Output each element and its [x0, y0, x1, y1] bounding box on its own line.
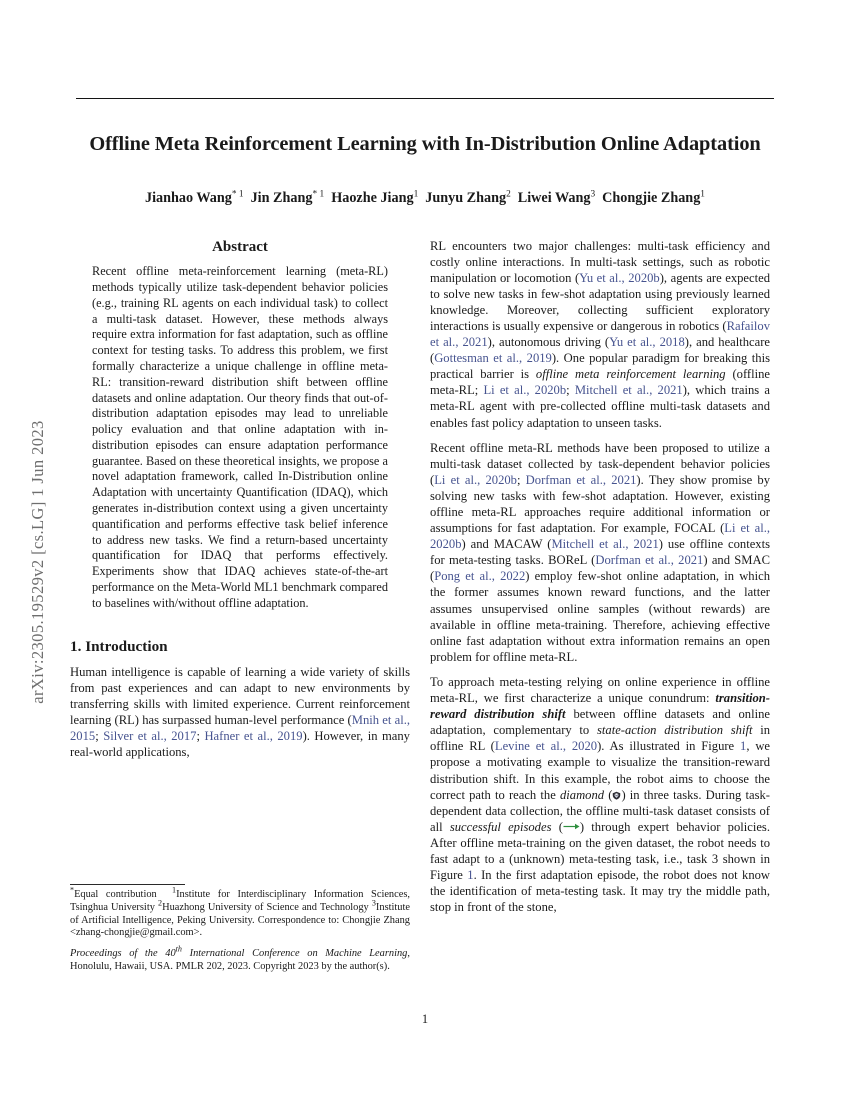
author-4 — [425, 190, 511, 206]
footnote-mark-2: 2 — [158, 898, 163, 908]
footnote-mark-1: 1 — [172, 885, 177, 895]
right-column — [430, 238, 770, 915]
rp1-text-4: ), and healthcare ( — [430, 335, 771, 366]
author-affiliation-mark: * 1 — [231, 189, 244, 200]
rp2-text-6: ) employ few-shot online adaptation, in which the former assumes known reward functions, and the latter assumes unsupervised online samples (without rewards) are available in offline meta-training. Therefore, achieving effective online fast adaptation without extra information remains an open problem for offline meta-RL. — [430, 569, 770, 664]
footnote-divider — [70, 884, 185, 885]
rp3-text-4: ). As illustrated in Figure — [597, 739, 741, 754]
page-title: Offline Meta Reinforcement Learning with In-Distribution Online Adaptation — [89, 132, 761, 155]
footnote-correspondence: Correspondence to: Chongjie Zhang <zhang-chongjie@gmail.com>. — [70, 914, 410, 939]
rp3-text-10: . In the first adaptation episode, the robot does not know the identification of meta-testing task. It may try the middle path, stop in front of the stone, — [430, 867, 771, 914]
proceedings-text-2: International Conference on Machine Learning — [181, 948, 408, 960]
author-6 — [602, 190, 705, 206]
author-name: Jin Zhang — [250, 190, 313, 206]
abstract-heading: Abstract — [212, 239, 268, 255]
right-paragraph-3 — [430, 674, 770, 915]
author-name: Jianhao Wang — [145, 190, 232, 206]
rp1-text-5: ). One popular paradigm for breaking this practical barrier is — [430, 351, 771, 382]
author-1 — [145, 190, 244, 206]
rp2-text-4: ) use offline contexts for meta-testing tasks. BOReL ( — [430, 537, 770, 568]
author-list — [72, 190, 778, 207]
rp3-italic-3: successful episodes — [449, 819, 552, 834]
citation-mitchell-2021-a[interactable]: Mitchell et al., 2021 — [574, 383, 683, 398]
rp3-text-2: between offline datasets and online adaptation, complementary to — [430, 707, 770, 738]
author-5 — [518, 190, 595, 206]
author-name: Chongjie Zhang — [602, 190, 701, 206]
right-paragraph-1 — [430, 238, 770, 431]
diamond-icon — [612, 788, 621, 797]
rp1-text-1: RL encounters two major challenges: multi-task efficiency and costly online interactions. In multi-task settings, such as robotic manipulation or locomotion ( — [430, 239, 770, 286]
footnote-mark-star: * — [70, 885, 75, 895]
rp2-text-3: ) and MACAW ( — [461, 537, 552, 552]
citation-pong-2022[interactable]: Pong et al., 2022 — [434, 569, 526, 584]
rp3-text-8: ( — [551, 819, 563, 834]
rp2-text-2: ). They show promise by solving new tasks with few-shot adaptation. However, existing offline meta-RL approaches require additional information or assumptions for fast adaptation. For example, FOCAL ( — [430, 473, 770, 536]
rp3-bold-italic-1: transition-reward distribution shift — [430, 691, 770, 722]
left-column — [70, 238, 410, 760]
page-number: 1 — [421, 1012, 429, 1026]
rp1-text-2: ), agents are expected to solve new tasks in few-shot adaptation using previously learned knowledge. Moreover, collecting sufficient exploratory interactions is usually expensive or dangerous in robotics ( — [430, 271, 770, 334]
citation-mitchell-2021-b[interactable]: Mitchell et al., 2021 — [551, 537, 659, 552]
rp1-text-7: ), which trains a meta-RL agent with pre-collected offline multi-task datasets and enables fast policy adaptation to unseen tasks. — [430, 383, 770, 430]
rp2-text-1: Recent offline meta-RL methods have been proposed to utilize a multi-task dataset collected by task-dependent behavior policies ( — [430, 441, 770, 488]
rp1-text-6: (offline meta-RL; — [430, 367, 771, 398]
rp1-text-3: ), autonomous driving ( — [487, 335, 610, 350]
arrow-right-icon — [563, 819, 580, 828]
intro-p1-text-2: ). However, in many real-world applications, — [70, 729, 410, 760]
rp3-text-3: in offline RL ( — [430, 723, 771, 754]
citation-yu-2018[interactable]: Yu et al., 2018 — [609, 335, 685, 350]
author-name: Junyu Zhang — [425, 190, 507, 206]
citation-hafner-2019[interactable]: Hafner et al., 2019 — [204, 729, 303, 744]
rp3-text-5: , we propose a motivating example to visualize the transition-reward distribution shift. In this example, the robot aims to choose the correct path to reach the — [430, 739, 770, 802]
citation-yu-2020b[interactable]: Yu et al., 2020b — [579, 271, 660, 286]
author-affiliation-mark: 1 — [413, 189, 419, 200]
rp3-italic-1: state-action distribution shift — [597, 723, 753, 738]
rp3-text-7: ) in three tasks. During task-dependent data collection, the offline multi-task dataset consists of all — [430, 787, 770, 834]
footnote-affiliation-2: Huazhong University of Science and Technology — [162, 901, 369, 913]
rp3-text-1: To approach meta-testing relying on online experience in offline meta-RL, we first characterize a unique conundrum: — [430, 675, 770, 706]
citation-dorfman-2021-a[interactable]: Dorfman et al., 2021 — [525, 473, 637, 488]
arxiv-stamp — [0, 0, 60, 1100]
citation-mnih-2015[interactable]: Mnih et al., 2015 — [70, 713, 411, 744]
citation-li-2020b-c[interactable]: Li et al., 2020b — [430, 521, 770, 552]
rp3-text-6: ( — [604, 787, 613, 802]
right-paragraph-2 — [430, 440, 770, 665]
citation-silver-2017[interactable]: Silver et al., 2017 — [103, 729, 197, 744]
citation-li-2020b-a[interactable]: Li et al., 2020b — [483, 383, 567, 398]
citation-li-2020b-b[interactable]: Li et al., 2020b — [434, 473, 517, 488]
section-heading-introduction: 1. Introduction — [70, 637, 168, 655]
citation-dorfman-2021-b[interactable]: Dorfman et al., 2021 — [595, 553, 704, 568]
citation-gottesman-2019[interactable]: Gottesman et al., 2019 — [434, 351, 552, 366]
footnote-equal-contribution: Equal contribution — [74, 889, 157, 900]
footnote-affiliation-3: Institute of Artificial Intelligence, Peking University. — [70, 901, 410, 926]
rp3-text-9: ) through expert behavior policies. After offline meta-training on the given dataset, the robot needs to fast adapt to a (unknown) meta-testing task, i.e., task 3 shown in Figure — [430, 819, 770, 882]
author-affiliation-mark: 2 — [506, 189, 511, 200]
rp1-sep-1: ; — [566, 383, 575, 398]
figure-reference-1[interactable]: 1 — [740, 739, 747, 754]
cite-sep-2: ; — [196, 729, 205, 744]
intro-paragraph-1 — [70, 664, 410, 760]
proceedings-rest: , Honolulu, Hawaii, USA. PMLR 202, 2023. Copyright 2023 by the author(s). — [70, 948, 410, 972]
author-affiliation-mark: 3 — [590, 189, 596, 200]
author-affiliation-mark: * 1 — [312, 189, 325, 200]
paper-page — [62, 0, 788, 1100]
footnote-affiliation-1: Institute for Interdisciplinary Information Sciences, Tsinghua University — [70, 889, 410, 913]
footnote-proceedings — [70, 944, 410, 974]
intro-p1-text-1: Human intelligence is capable of learning a wide variety of skills from past experiences and can adapt to new environments by transferring skills with limited experience. Current reinforcement learning (RL) has surpassed human-level performance ( — [70, 665, 410, 728]
author-name: Haozhe Jiang — [331, 190, 414, 206]
rp2-text-5: ) and SMAC ( — [430, 553, 770, 584]
header-divider — [76, 98, 774, 99]
figure-reference-2[interactable]: 1 — [467, 867, 474, 882]
footnote-block — [70, 884, 410, 974]
abstract-body: Recent offline meta-reinforcement learning (meta-RL) methods typically utilize task-dependent behavior policies (e.g., training RL agents on each individual task) to collect a multi-task dataset. However, these methods always require extra information for fast adaptation, such as offline context for testing tasks. To address this problem, we first formally characterize a unique challenge in offline meta-RL: transition-reward distribution shift between offline datasets and online adaptation. Our theory finds that out-of-distribution adaptation episodes may lead to unreliable policy evaluation and that online adaptation with in-distribution episodes can ensure adaptation performance guarantee. Based on these theoretical insights, we propose a novel adaptation framework, called In-Distribution online Adaptation with uncertainty Quantification (IDAQ), which generates in-distribution context using a given uncertainty quantification and performs effective task belief inference to address new tasks. We find a return-based uncertainty quantification for IDAQ that performs effectively. Experiments show that IDAQ achieves state-of-the-art performance on the Meta-World ML1 benchmark compared to baselines with/without offline adaptation. — [92, 264, 388, 610]
arxiv-stamp-text: arXiv:2305.19529v2 [cs.LG] 1 Jun 2023 — [28, 420, 47, 704]
author-2 — [251, 190, 325, 206]
cite-sep-1: ; — [95, 729, 104, 744]
rp2-sep-1: ; — [516, 473, 526, 488]
author-affiliation-mark: 1 — [700, 189, 705, 200]
proceedings-superscript: th — [175, 944, 182, 954]
footnote-mark-3: 3 — [371, 898, 376, 908]
rp1-italic-1: offline meta reinforcement learning — [535, 367, 726, 382]
citation-rafailov-2021[interactable]: Rafailov et al., 2021 — [430, 319, 770, 350]
rp3-italic-2: diamond — [559, 787, 605, 802]
author-name: Liwei Wang — [517, 190, 591, 206]
author-3 — [331, 190, 418, 206]
footnote-affiliations — [70, 885, 410, 940]
citation-levine-2020[interactable]: Levine et al., 2020 — [494, 739, 598, 754]
proceedings-text-1: Proceedings of the 40 — [70, 948, 176, 960]
